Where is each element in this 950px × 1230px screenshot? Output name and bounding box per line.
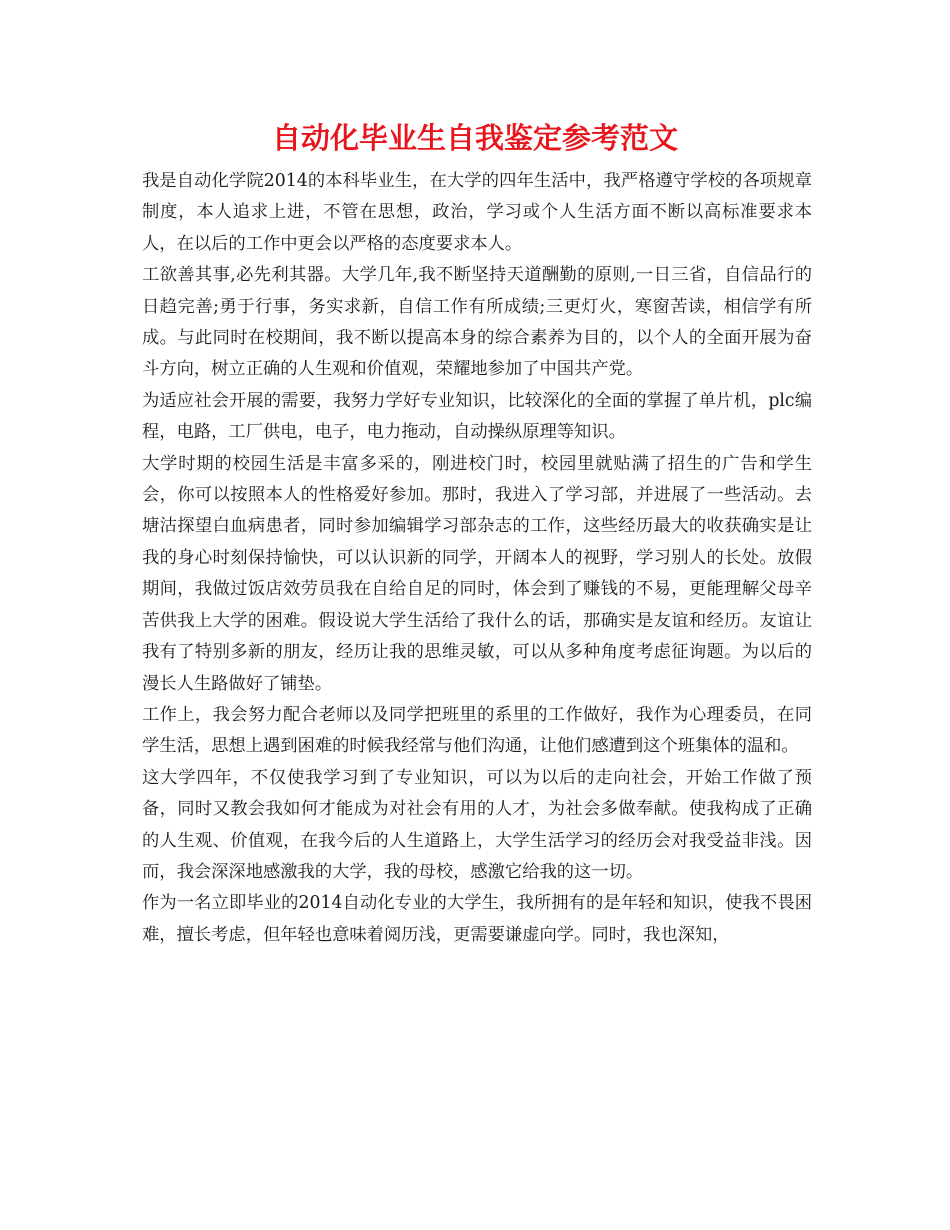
document-title: 自动化毕业生自我鉴定参考范文 bbox=[271, 121, 678, 155]
paragraph-7: 作为一名立即毕业的2014自动化专业的大学生，我所拥有的是年轻和知识，使我不畏困难，擅长考虑，但年轻也意味着阅历浅，更需要谦虚向学。同时，我也深知， bbox=[142, 893, 812, 945]
paragraph-3: 为适应社会开展的需要，我努力学好专业知识，比较深化的全面的掌握了单片机，plc编程，电路，工厂供电，电子，电力拖动，自动操纵原理等知识。 bbox=[142, 390, 812, 443]
paragraph-1: 我是自动化学院2014的本科毕业生，在大学的四年生活中，我严格遵守学校的各项规章制度，本人追求上进，不管在思想，政治，学习或个人生活方面不断以高标准要求本人，在以后的工作中更会以严格的态度要求本人。 bbox=[142, 171, 812, 254]
paragraph-6: 这大学四年，不仅使我学习到了专业知识，可以为以后的走向社会，开始工作做了预备，同时又教会我如何才能成为对社会有用的人才，为社会多做奉献。使我构成了正确的人生观、价值观，在我今后的人生道路上，大学生活学习的经历会对我受益非浅。因而，我会深深地感激我的大学，我的母校，感激它给我的这一切。 bbox=[142, 767, 812, 882]
paragraph-4: 大学时期的校园生活是丰富多采的，刚进校门时，校园里就贴满了招生的广告和学生会，你可以按照本人的性格爱好参加。那时，我进入了学习部，并进展了一些活动。去塘沽探望白血病患者，同时参加编辑学习部杂志的工作，这些经历最大的收获确实是让我的身心时刻保持愉快，可以认识新的同学，开阔本人的视野，学习别人的长处。放假期间，我做过饭店效劳员我在自给自足的同时，体会到了赚钱的不易，更能理解父母辛苦供我上大学的困难。假设说大学生活给了我什么的话，那确实是友谊和经历。友谊让我有了特别多新的朋友，经历让我的思维灵敏，可以从多种角度考虑征询题。为以后的漫长人生路做好了铺垫。 bbox=[142, 453, 812, 694]
paragraph-2: 工欲善其事,必先利其器。大学几年,我不断坚持天道酬勤的原则,一日三省，自信品行的日趋完善;勇于行事，务实求新，自信工作有所成绩;三更灯火，寒窗苦读，相信学有所成。与此同时在校期间，我不断以提高本身的综合素养为目的，以个人的全面开展为奋斗方向，树立正确的人生观和价值观，荣耀地参加了中国共产党。 bbox=[142, 265, 812, 380]
paragraph-5: 工作上，我会努力配合老师以及同学把班里的系里的工作做好，我作为心理委员，在同学生活，思想上遇到困难的时候我经常与他们沟通，让他们感遭到这个班集体的温和。 bbox=[142, 704, 812, 757]
document-body bbox=[142, 166, 812, 951]
